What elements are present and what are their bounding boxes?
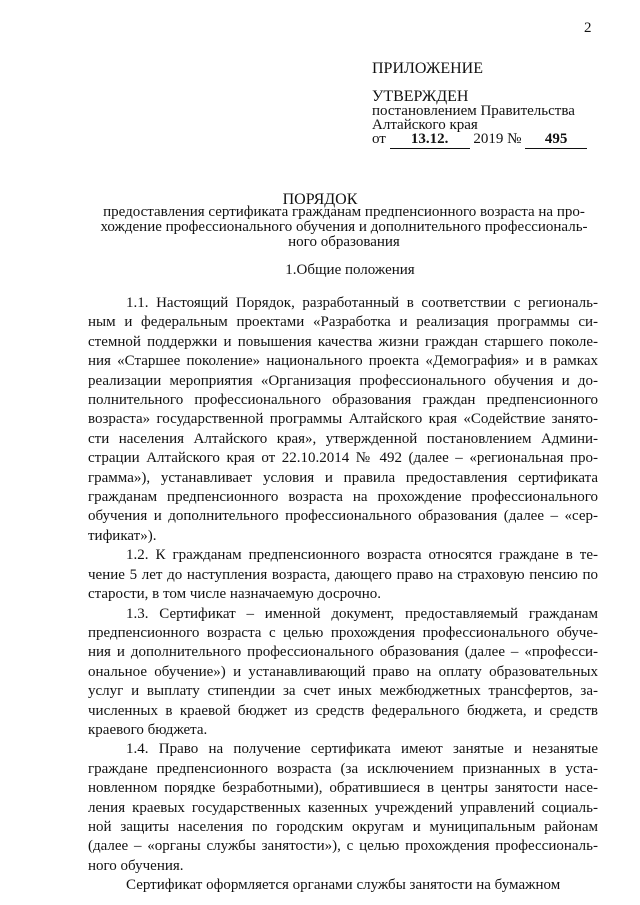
document-title: ПОРЯДОК: [282, 191, 358, 208]
approval-year-number: 2019 №: [473, 131, 522, 147]
appendix-title: ПРИЛОЖЕНИЕ: [372, 60, 484, 77]
approval-date-line: [372, 131, 602, 149]
paragraph-1-4: 1.4. Право на получение сертификата имеют занятые и незанятые граждане предпенсионного возраста (за исключением признанных в уста-новленном порядке безработными), обратившиеся в центры занятости насе-ления краевых государственных казенных учреждений управлений социаль-ной защиты населения по городским округам и муниципальным районам (далее – «органы службы занятости»), с целью прохождения профессиональ-ного обучения.: [88, 741, 598, 874]
date-prefix: от: [372, 131, 386, 147]
document-body: [88, 294, 598, 896]
approved-label: УТВЕРЖДЕН: [372, 88, 469, 105]
page-number: 2: [584, 20, 592, 36]
paragraph-1-3: 1.3. Сертификат – именной документ, предоставляемый гражданам предпенсионного возраста с целью прохождения профессионального обуче-ния и дополнительного профессионального образования (далее – «професси-ональное обучение») и устанавливающий право на оплату образовательных услуг и выплату стипендии за счет иных межбюджетных трансфертов, за-численных в краевой бюджет из средств федерального бюджета, и средств краевого бюджета.: [88, 605, 598, 738]
paragraph-1-1: 1.1. Настоящий Порядок, разработанный в соответствии с региональ-ным и федеральным проектами «Разработка и реализация программы си-стемной поддержки и повышения качества жизни граждан старшего поколе-ния «Старшее поколение» национального проекта «Демография» и в рамках реализации мероприятия «Организация профессионального обучения и до-полнительного профессионального образования граждан предпенсионного возраста» государственной программы Алтайского края «Содействие занято-сти населения Алтайского края», утвержденной постановлением Админи-страции Алтайского края от 22.10.2014 № 492 (далее – «региональная про-грамма»), устанавливает условия и правила предоставления сертификата гражданам предпенсионного возраста на прохождение профессионального обучения и дополнительного профессионального образования (далее – «сер-тификат»).: [88, 295, 598, 544]
section-heading: 1.Общие положения: [285, 262, 415, 278]
approved-by-region: Алтайского края: [372, 117, 478, 133]
approved-by-line: постановлением Правительства: [372, 103, 575, 119]
paragraph-1-2: 1.2. К гражданам предпенсионного возраста относятся граждане в те-чение 5 лет до наступления возраста, дающего право на страховую пенсию по старости, в том числе назначаемую досрочно.: [88, 547, 598, 603]
paragraph-certificate: Сертификат оформляется органами службы занятости на бумажном: [126, 877, 561, 894]
document-subtitle: предоставления сертификата гражданам предпенсионного возраста на про-хождение профессионального обучения и дополнительного профессиональ-ного образования: [100, 204, 588, 250]
approval-date: 13.12.: [390, 131, 470, 149]
approval-number: 495: [525, 131, 587, 149]
